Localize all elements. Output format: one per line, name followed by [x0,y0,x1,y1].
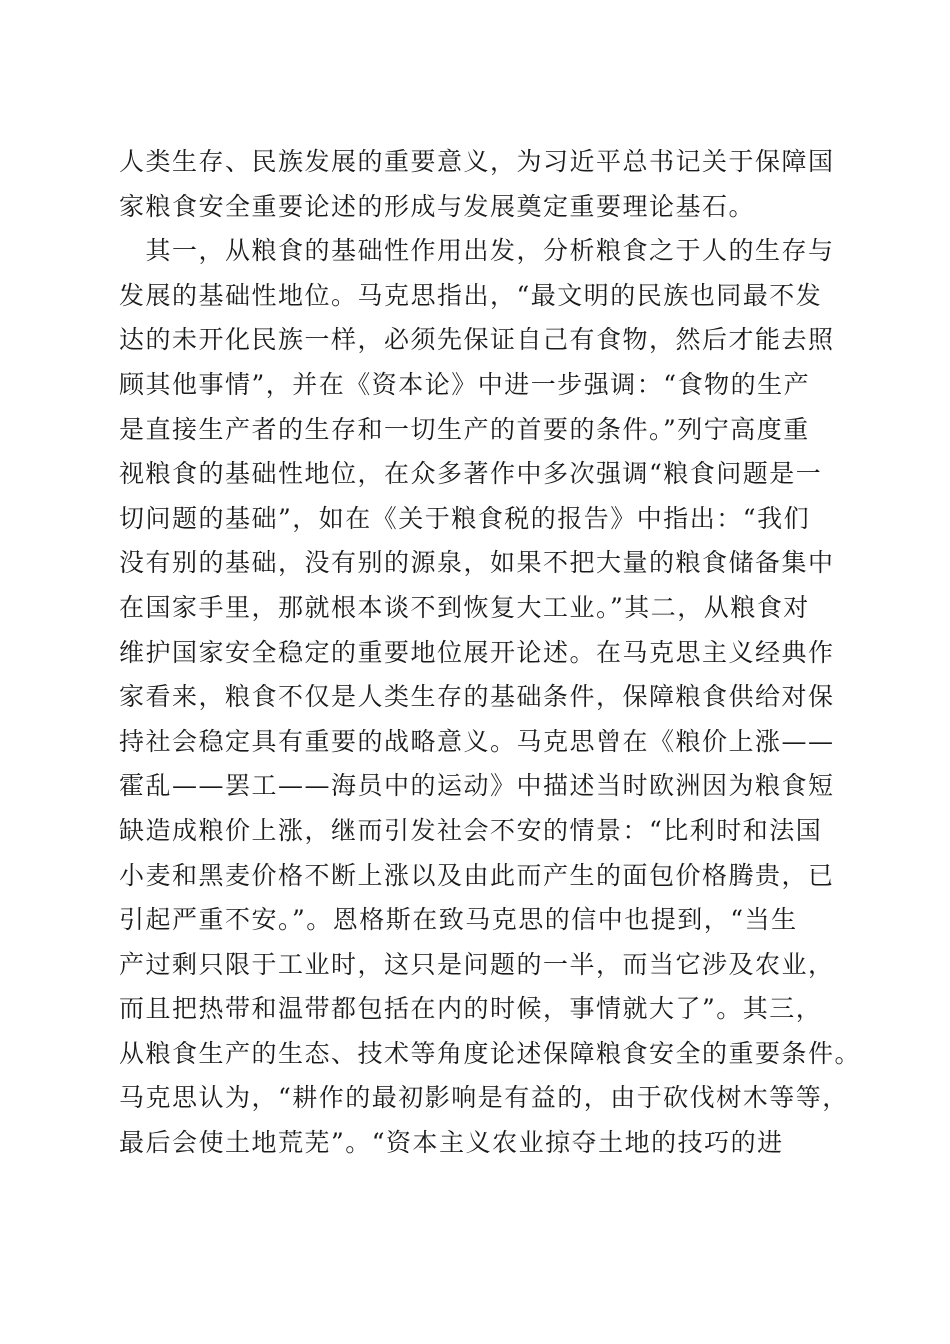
text-line: 没有别的基础，没有别的源泉，如果不把大量的粮食储备集中 [119,548,835,578]
text-line: 产过剩只限于工业时，这只是问题的一半，而当它涉及农业， [119,949,835,979]
text-line: 而且把热带和温带都包括在内的时候，事情就大了”。其三， [119,994,823,1024]
text-line: 从粮食生产的生态、技术等角度论述保障粮食安全的重要条件。 [119,1038,862,1068]
text-line: 是直接生产者的生存和一切生产的首要的条件。”列宁高度重 [119,414,810,444]
text-line: 持社会稳定具有重要的战略意义。马克思曾在《粮价上涨—— [119,726,835,756]
text-line: 马克思认为，“耕作的最初影响是有益的，由于砍伐树木等等， [119,1083,849,1113]
text-line: 缺造成粮价上涨，继而引发社会不安的情景：“比利时和法国 [119,815,823,845]
paragraph-start-line: 其一，从粮食的基础性作用出发，分析粮食之于人的生存与 [119,236,835,266]
text-line: 引起严重不安。”。恩格斯在致马克思的信中也提到，“当生 [119,905,798,935]
text-line: 顾其他事情”，并在《资本论》中进一步强调：“食物的生产 [119,369,811,399]
text-line: 霍乱——罢工——海员中的运动》中描述当时欧洲因为粮食短 [119,771,835,801]
text-line: 家粮食安全重要论述的形成与发展奠定重要理论基石。 [119,191,756,221]
text-line: 切问题的基础”，如在《关于粮食税的报告》中指出：“我们 [119,503,811,533]
text-line: 最后会使土地荒芜”。“资本主义农业掠夺土地的技巧的进 [119,1128,784,1158]
body-text [119,140,862,1166]
text-line: 人类生存、民族发展的重要意义，为习近平总书记关于保障国 [119,147,835,176]
text-line: 达的未开化民族一样，必须先保证自己有食物，然后才能去照 [119,325,835,355]
text-line: 维护国家安全稳定的重要地位展开论述。在马克思主义经典作 [119,637,835,667]
text-line: 小麦和黑麦价格不断上涨以及由此而产生的面包价格腾贵，已 [119,860,835,890]
text-line: 家看来，粮食不仅是人类生存的基础条件，保障粮食供给对保 [119,682,835,712]
text-line: 在国家手里，那就根本谈不到恢复大工业。”其二，从粮食对 [119,592,810,622]
text-line: 视粮食的基础性地位，在众多著作中多次强调“粮食问题是一 [119,459,823,489]
text-line: 发展的基础性地位。马克思指出，“最文明的民族也同最不发 [119,280,823,310]
